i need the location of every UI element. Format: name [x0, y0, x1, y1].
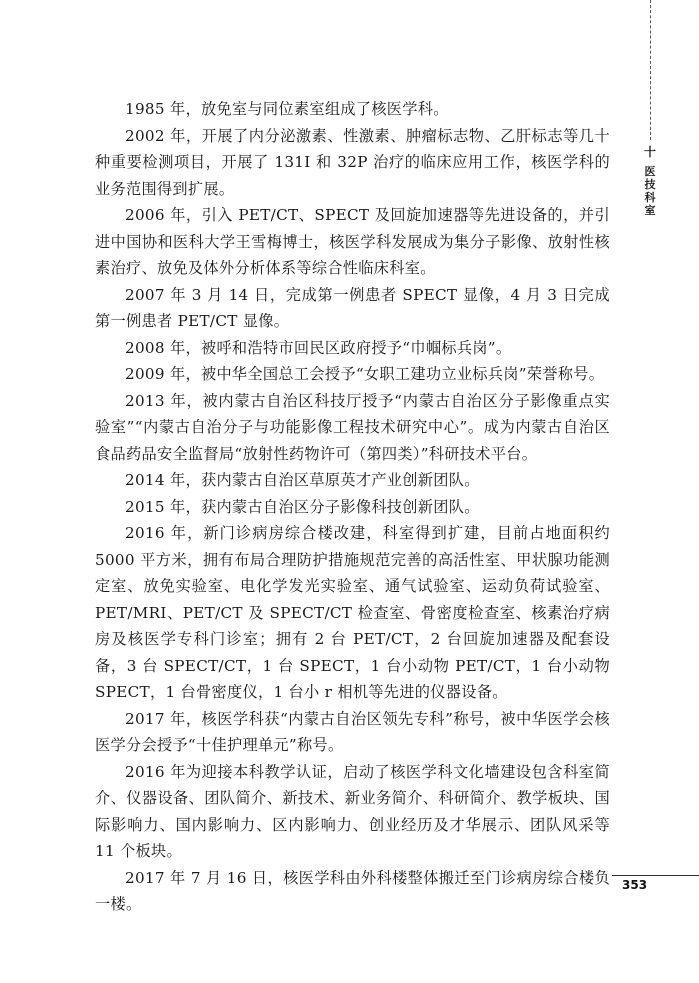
chapter-title-char: 科 — [644, 191, 656, 204]
paragraph: 2013 年，被内蒙古自治区科技厅授予“内蒙古自治区分子影像重点实验室”“内蒙古自治分子与功能影像工程技术研究中心”。成为内蒙古自治区食品药品安全监督局“放射性药物许可（第四类）”科研技术平台。 — [95, 391, 610, 463]
paragraph: 2015 年，获内蒙古自治区分子影像科技创新团队。 — [125, 497, 480, 516]
paragraph: 1985 年，放免室与同位素室组成了核医学科。 — [125, 100, 449, 118]
chapter-number: 十 — [643, 145, 656, 159]
body-text — [95, 96, 610, 918]
paragraph: 2008 年，被呼和浩特市回民区政府授予“巾帼标兵岗”。 — [125, 338, 512, 357]
paragraph: 2006 年，引入 PET/CT、SPECT 及回旋加速器等先进设备的，并引进中国协和医科大学王雪梅博士，核医学科发展成为集分子影像、放射性核素治疗、放免及体外分析体系等综合性临床科室。 — [95, 206, 610, 277]
chapter-side-tab — [641, 146, 659, 217]
chapter-title-char: 医 — [644, 165, 656, 178]
paragraph: 2016 年，新门诊病房综合楼改建，科室得到扩建，目前占地面积约 5000 平方米，拥有布局合理防护措施规范完善的高活性室、甲状腺功能测定室、放免实验室、电化学发光实验室、通气试验室、运动负荷试验室、PET/MRI、PET/CT 及 SPECT/CT 检查室、骨密度检查室、核素治疗病房及核医学专科门诊室；拥有 2 台 PET/CT，2 台回旋加速器及配套设备，3 台 SPECT/CT，1 台 SPECT，1 台小动物 PET/CT，1 台小动物 SPECT，1 台骨密度仪，1 台小 r 相机等先进的仪器设备。 — [95, 524, 610, 701]
paragraph: 2017 年，核医学科获“内蒙古自治区领先专科”称号，被中华医学会核医学分会授予“十佳护理单元”称号。 — [95, 709, 610, 754]
chapter-title-char: 室 — [644, 204, 656, 217]
chapter-title-char: 技 — [644, 178, 656, 191]
margin-dashed-line — [650, 0, 651, 140]
paragraph: 2014 年，获内蒙古自治区草原英才产业创新团队。 — [125, 471, 480, 489]
paragraph: 2007 年 3 月 14 日，完成第一例患者 SPECT 显像，4 月 3 日完成第一例患者 PET/CT 显像。 — [95, 285, 610, 330]
page-number-rule — [612, 875, 699, 876]
page-number: 353 — [622, 878, 648, 892]
paragraph: 2002 年，开展了内分泌激素、性激素、肿瘤标志物、乙肝标志等几十种重要检测项目，开展了 131I 和 32P 治疗的临床应用工作，核医学科的业务范围得到扩展。 — [95, 126, 610, 198]
paragraph: 2016 年为迎接本科教学认证，启动了核医学科文化墙建设包含科室简介、仪器设备、团队简介、新技术、新业务简介、科研简介、教学板块、国际影响力、国内影响力、区内影响力、创业经历及才华展示、团队风采等 11 个板块。 — [95, 762, 610, 860]
paragraph: 2009 年，被中华全国总工会授予“女职工建功立业标兵岗”荣誉称号。 — [125, 365, 605, 383]
paragraph: 2017 年 7 月 16 日，核医学科由外科楼整体搬迁至门诊病房综合楼负一楼。 — [95, 868, 610, 913]
